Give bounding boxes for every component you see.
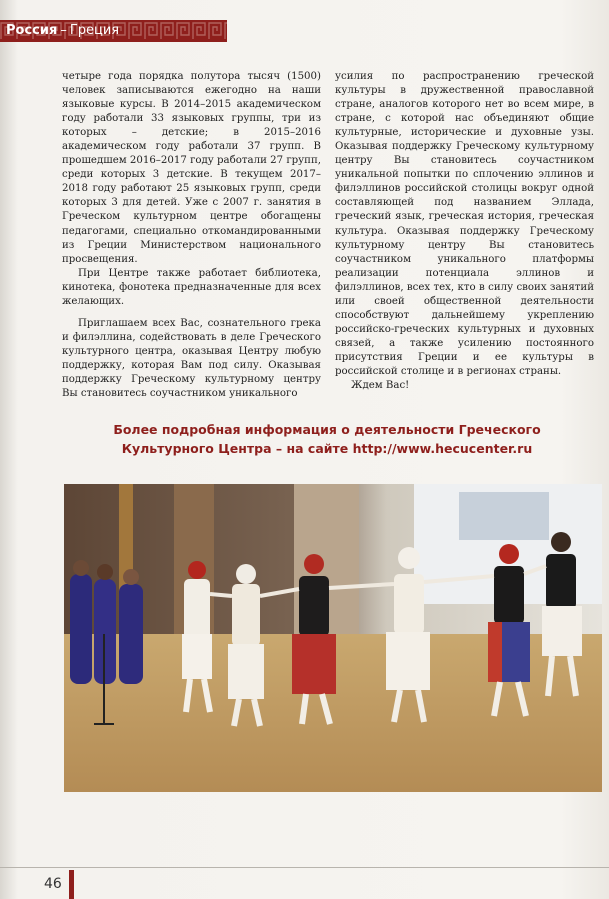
page-number: 46 [44,876,62,892]
header-country: Россия [6,23,58,38]
info-banner-line-2: Культурного Центра – на сайте http://www.hecucenter.ru [121,441,533,456]
info-banner [62,420,592,458]
section-header-band [0,20,227,42]
header-dash: – [60,23,67,38]
right-paragraph-1: усилия по распространению греческой культуры в дружественной православной стране, аналогов которого нет во всем мире, в стране, с которой нас объединяют общие культурные, исторические и духовные узы. Оказывая поддержку Греческому культурному центру Вы становитесь соучастником уникальной попытки по сплочению эллинов и филэллинов российской столицы вокруг одной составляющей под названием Эллада, греческий язык, греческая история, греческая культура. Оказывая поддержку Греческому культурному центру Вы становитесь соучастником уникального платформы реализации потенциала эллинов и филэллинов, всех тех, кто в силу своих занятий или своей общественной деятельности способствуют дальнейшему укреплению российско-греческих культурных и духовных связей, а также усилению постоянного присутствия Греции и ее культуры в российской столице и в регионах страны. [335,71,594,377]
closing-line: Ждем Вас! [351,380,410,392]
dance-photo-illustration [64,484,602,792]
section-header [6,22,119,40]
header-partner: Греция [69,23,120,38]
left-paragraph-2: При Центре также работает библиотека, кинотека, фонотека предназначенные для всех желающих. [62,267,321,307]
info-banner-line-1: Более подробная информация о деятельности Греческого [113,422,541,437]
left-column [62,70,321,401]
right-column [335,70,594,393]
left-paragraph-1: четыре года порядка полутора тысяч (1500) человек записываются ежегодно на наши языковые курсы. В 2014–2015 академическом году работали 33 языковых группы, три из которых – детские; в 2015–2016 академическом году работали 37 групп. В прошедшем 2016–2017 году работали 27 групп, среди которых 3 детские. В текущем 2017–2018 году работают 25 языковых групп, среди которых 3 для детей. Уже с 2007 г. занятия в Греческом культурном центре обогащены педагогами, специально откомандированными из Греции Министерством национального просвещения. [62,71,321,265]
footer-rule [0,867,609,868]
page-number-marker [69,870,74,899]
left-paragraph-3: Приглашаем всех Вас, сознательного грека и филэллина, содействовать в деле Греческого культурного центра, оказывая Центру любую поддержку, которая Вам под силу. Оказывая поддержку Греческому культурному центру Вы становитесь соучастником уникального [62,317,321,400]
dance-photo [64,484,602,792]
